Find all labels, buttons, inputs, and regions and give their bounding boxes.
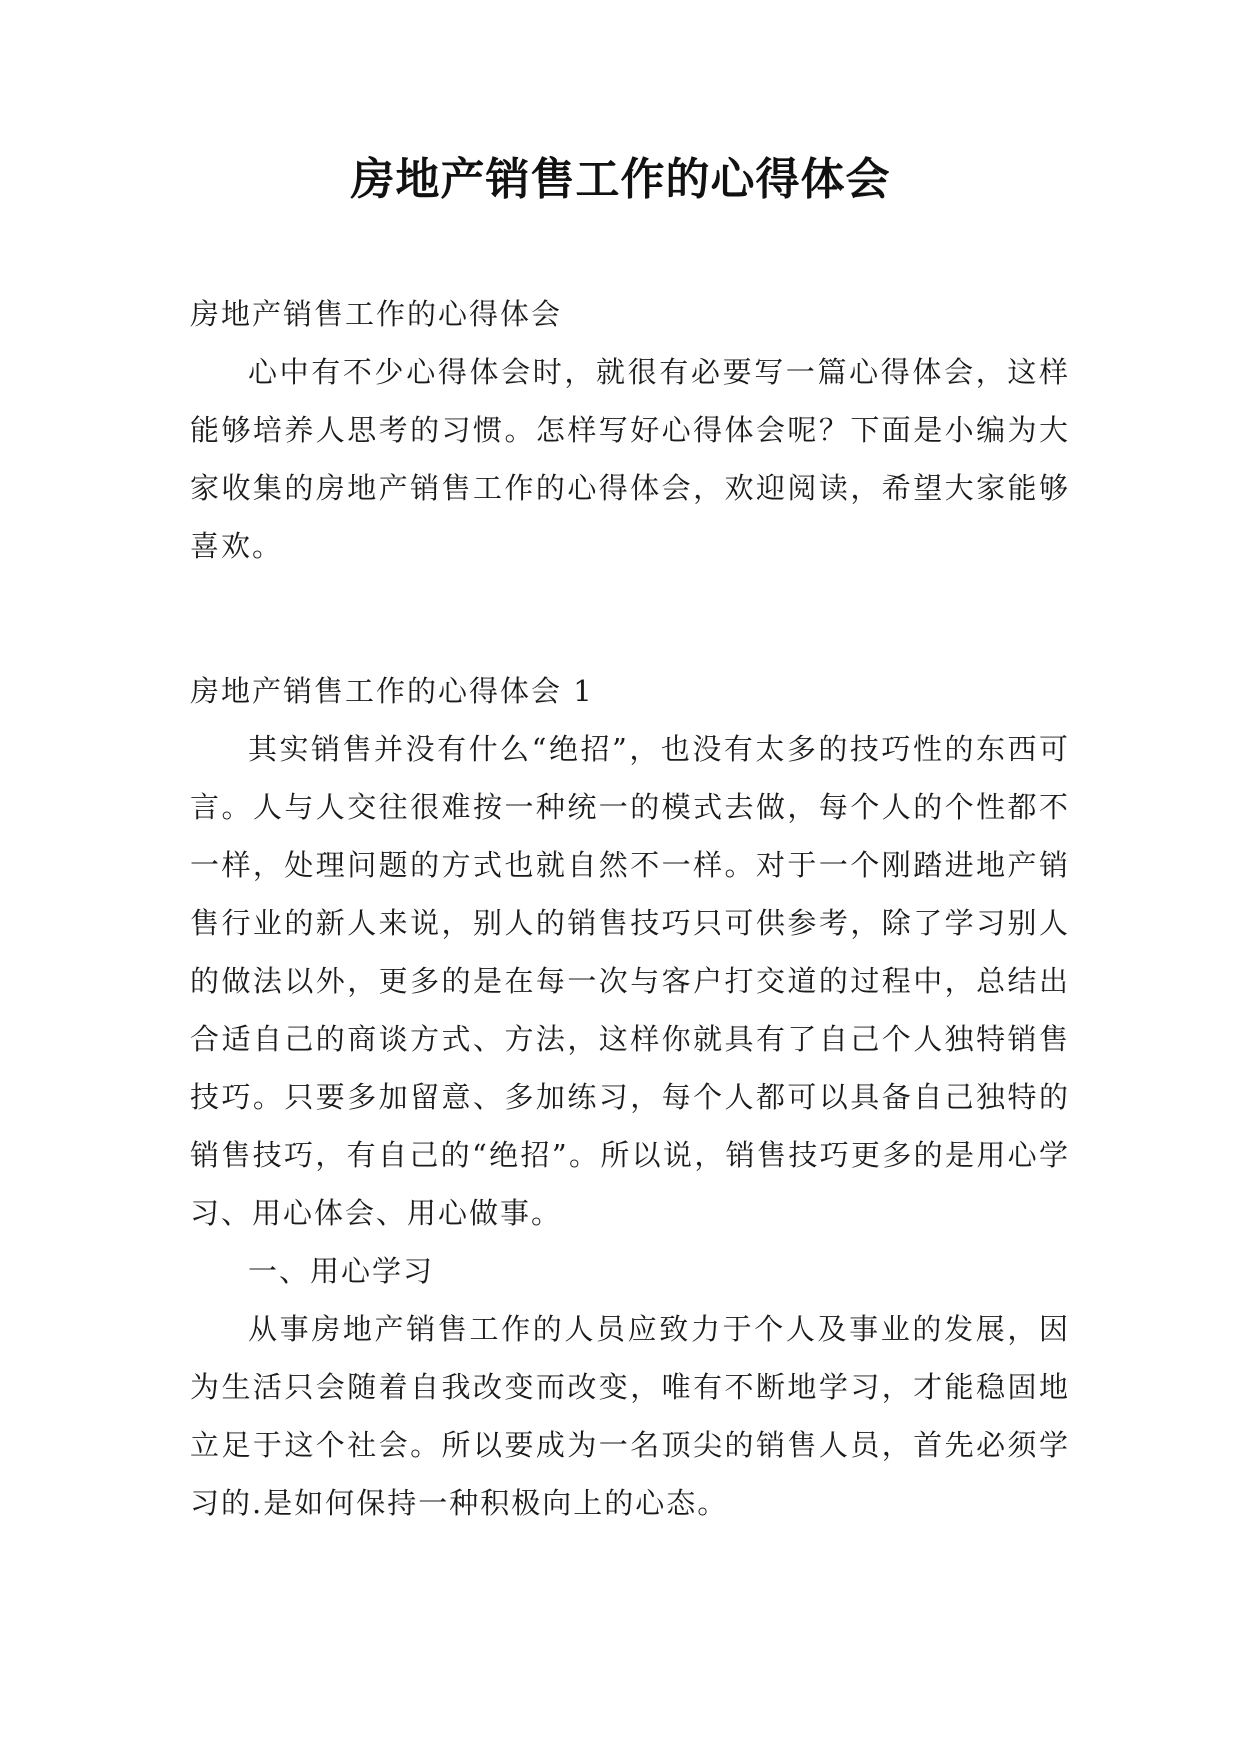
document-title: 房地产销售工作的心得体会	[350, 154, 891, 205]
intro-heading: 房地产销售工作的心得体会	[190, 297, 563, 331]
subheading-1: 一、用心学习	[248, 1254, 435, 1288]
section-paragraph-1: 其实销售并没有什么“绝招”，也没有太多的技巧性的东西可言。人与人交往很难按一种统一的模式去做，每个人的个性都不一样，处理问题的方式也就自然不一样。对于一个刚踏进地产销售行业的新人来说，别人的销售技巧只可供参考，除了学习别人的做法以外，更多的是在每一次与客户打交道的过程中，总结出合适自己的商谈方式、方法，这样你就具有了自己个人独特销售技巧。只要多加留意、多加练习，每个人都可以具备自己独特的销售技巧，有自己的“绝招”。所以说，销售技巧更多的是用心学习、用心体会、用心做事。	[190, 732, 1070, 1230]
section-paragraph-2: 从事房地产销售工作的人员应致力于个人及事业的发展，因为生活只会随着自我改变而改变，唯有不断地学习，才能稳固地立足于这个社会。所以要成为一名顶尖的销售人员，首先必须学习的.是如何保持一种积极向上的心态。	[190, 1312, 1070, 1520]
intro-paragraph: 心中有不少心得体会时，就很有必要写一篇心得体会，这样能够培养人思考的习惯。怎样写好心得体会呢？下面是小编为大家收集的房地产销售工作的心得体会，欢迎阅读，希望大家能够喜欢。	[190, 355, 1070, 563]
section-heading: 房地产销售工作的心得体会 1	[190, 674, 594, 708]
document-body	[190, 285, 1070, 1532]
section-spacer	[190, 575, 1070, 662]
